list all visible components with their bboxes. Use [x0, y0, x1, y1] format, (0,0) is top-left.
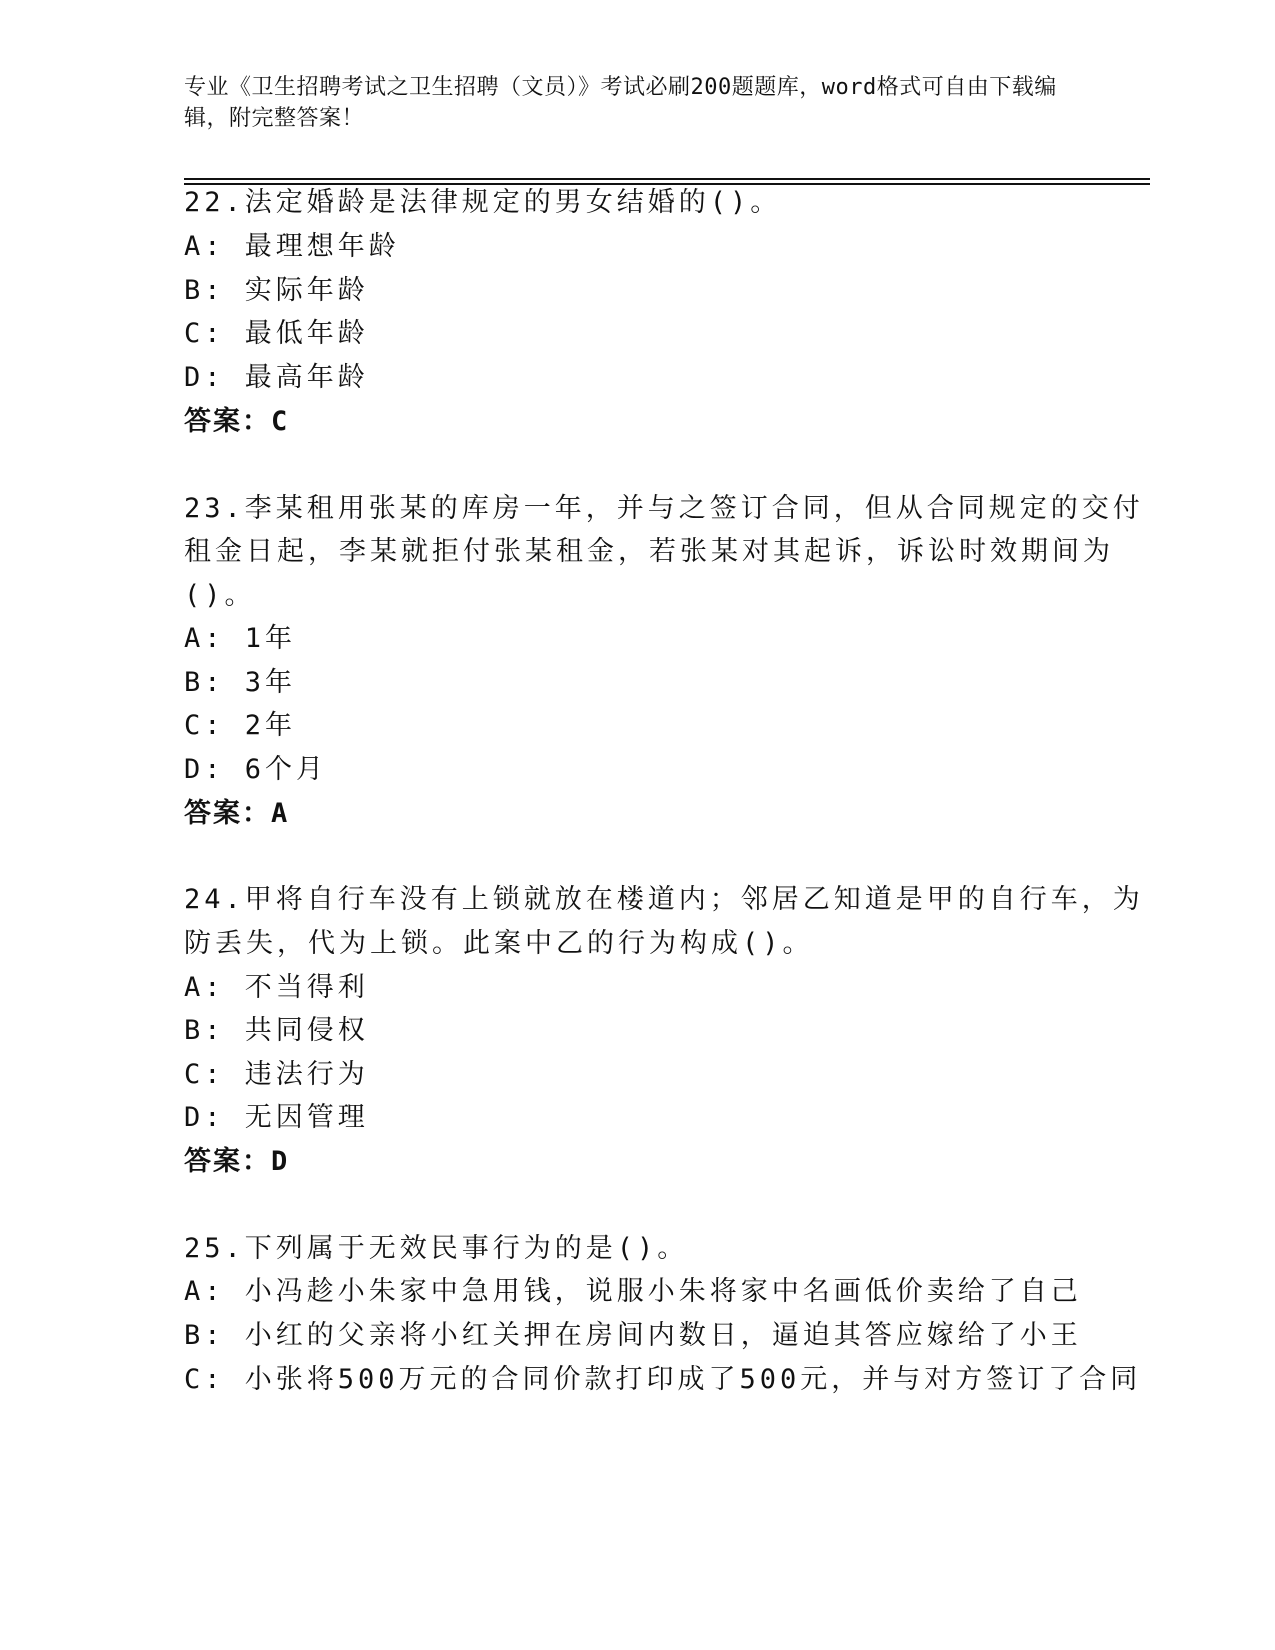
option-c: C: 小张将500万元的合同价款打印成了500元，并与对方签订了合同: [184, 1364, 1142, 1395]
option-c: C: 最低年龄: [184, 318, 369, 349]
question-stem: 24.甲将自行车没有上锁就放在楼道内；邻居乙知道是甲的自行车，为: [184, 884, 1144, 915]
option-b: B: 3年: [184, 667, 297, 698]
answer-label: 答案：C: [184, 406, 290, 437]
question-stem: ()。: [184, 580, 256, 611]
question-stem: 25.下列属于无效民事行为的是()。: [184, 1233, 689, 1264]
option-d: D: 6个月: [184, 754, 328, 785]
document-header: 专业《卫生招聘考试之卫生招聘（文员）》考试必刷200题题库，word格式可自由下载编辑，附完整答案！: [184, 75, 1057, 131]
option-a: A: 小冯趁小朱家中急用钱，说服小朱将家中名画低价卖给了自己: [184, 1276, 1082, 1307]
option-a: A: 最理想年龄: [184, 231, 400, 262]
option-d: D: 无因管理: [184, 1102, 369, 1133]
question-stem: 22.法定婚龄是法律规定的男女结婚的()。: [184, 187, 782, 218]
option-a: A: 1年: [184, 623, 297, 654]
option-b: B: 实际年龄: [184, 275, 369, 306]
header-rule: [184, 183, 1150, 185]
header-rule: [184, 178, 1150, 180]
question-stem: 23.李某租用张某的库房一年，并与之签订合同，但从合同规定的交付: [184, 493, 1144, 524]
option-a: A: 不当得利: [184, 972, 369, 1003]
option-b: B: 小红的父亲将小红关押在房间内数日，逼迫其答应嫁给了小王: [184, 1320, 1082, 1351]
option-c: C: 2年: [184, 710, 297, 741]
question-stem: 防丢失，代为上锁。此案中乙的行为构成()。: [184, 928, 814, 959]
answer-label: 答案：D: [184, 1146, 290, 1177]
answer-label: 答案：A: [184, 798, 290, 829]
option-d: D: 最高年龄: [184, 362, 369, 393]
question-stem: 租金日起，李某就拒付张某租金，若张某对其起诉，诉讼时效期间为: [184, 536, 1114, 567]
option-b: B: 共同侵权: [184, 1015, 369, 1046]
option-c: C: 违法行为: [184, 1059, 369, 1090]
